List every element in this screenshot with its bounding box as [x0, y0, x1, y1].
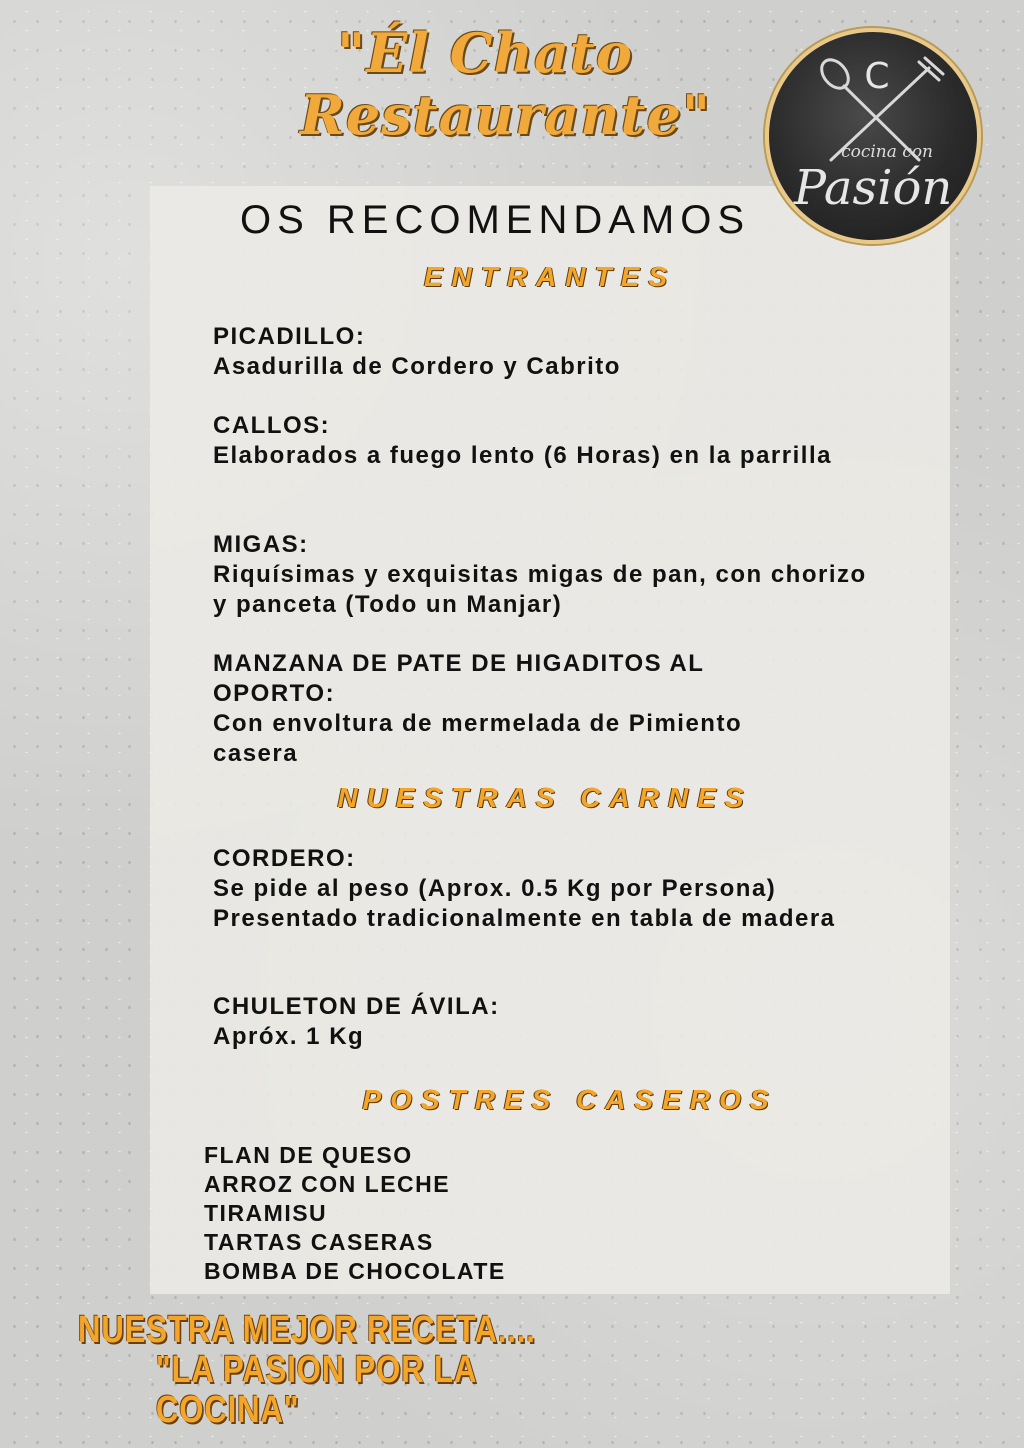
menu-item-description: Con envoltura de mermelada de Pimiento casera	[213, 710, 743, 767]
title-line-2: Restaurante"	[300, 83, 711, 147]
section-title-postres: POSTRES CASEROS	[362, 1084, 778, 1115]
menu-item	[213, 411, 873, 471]
section-title-carnes: NUESTRAS CARNES	[337, 782, 753, 813]
logo-wordmark: Pasión	[793, 160, 953, 216]
menu-item	[213, 530, 873, 620]
list-item: TIRAMISU	[204, 1200, 328, 1226]
menu-item-description: Riquísimas y exquisitas migas de pan, con chorizo y panceta (Todo un Manjar)	[213, 561, 867, 618]
menu-item-description: Apróx. 1 Kg	[213, 1023, 365, 1050]
menu-item-name: MANZANA DE PATE DE HIGADITOS AL OPORTO:	[213, 650, 704, 707]
menu-item-name: CHULETON DE ÁVILA:	[213, 993, 500, 1020]
list-item: ARROZ CON LECHE	[204, 1171, 451, 1197]
cocina-con-pasion-logo	[765, 28, 981, 244]
page-heading: OS RECOMENDAMOS	[240, 198, 751, 242]
title-line-1: "Él Chato	[337, 21, 633, 85]
logo-tagline: cocina con	[841, 142, 933, 162]
list-item: BOMBA DE CHOCOLATE	[204, 1258, 506, 1284]
menu-item-description: Se pide al peso (Aprox. 0.5 Kg por Persona) Presentado tradicionalmente en tabla de madera	[213, 875, 836, 932]
dessert-list	[204, 1141, 804, 1286]
menu-item	[213, 844, 853, 934]
menu-item	[213, 992, 873, 1052]
menu-item-name: CALLOS:	[213, 412, 331, 439]
footer-line-1: NUESTRA MEJOR RECETA....	[78, 1309, 536, 1351]
menu-item	[213, 322, 873, 382]
section-title-entrantes: ENTRANTES	[423, 261, 677, 292]
menu-item-name: PICADILLO:	[213, 323, 366, 350]
menu-item	[213, 649, 823, 769]
menu-item-name: CORDERO:	[213, 845, 356, 872]
menu-item-description: Elaborados a fuego lento (6 Horas) en la parrilla	[213, 442, 832, 469]
list-item: TARTAS CASERAS	[204, 1229, 434, 1255]
footer-slogan	[78, 1310, 570, 1430]
menu-item-name: MIGAS:	[213, 531, 309, 558]
restaurant-title	[300, 21, 711, 147]
list-item: FLAN DE QUESO	[204, 1142, 413, 1168]
logo-letter: C	[864, 56, 890, 97]
menu-item-description: Asadurilla de Cordero y Cabrito	[213, 353, 621, 380]
footer-line-2: "LA PASION POR LA COCINA"	[155, 1349, 477, 1431]
